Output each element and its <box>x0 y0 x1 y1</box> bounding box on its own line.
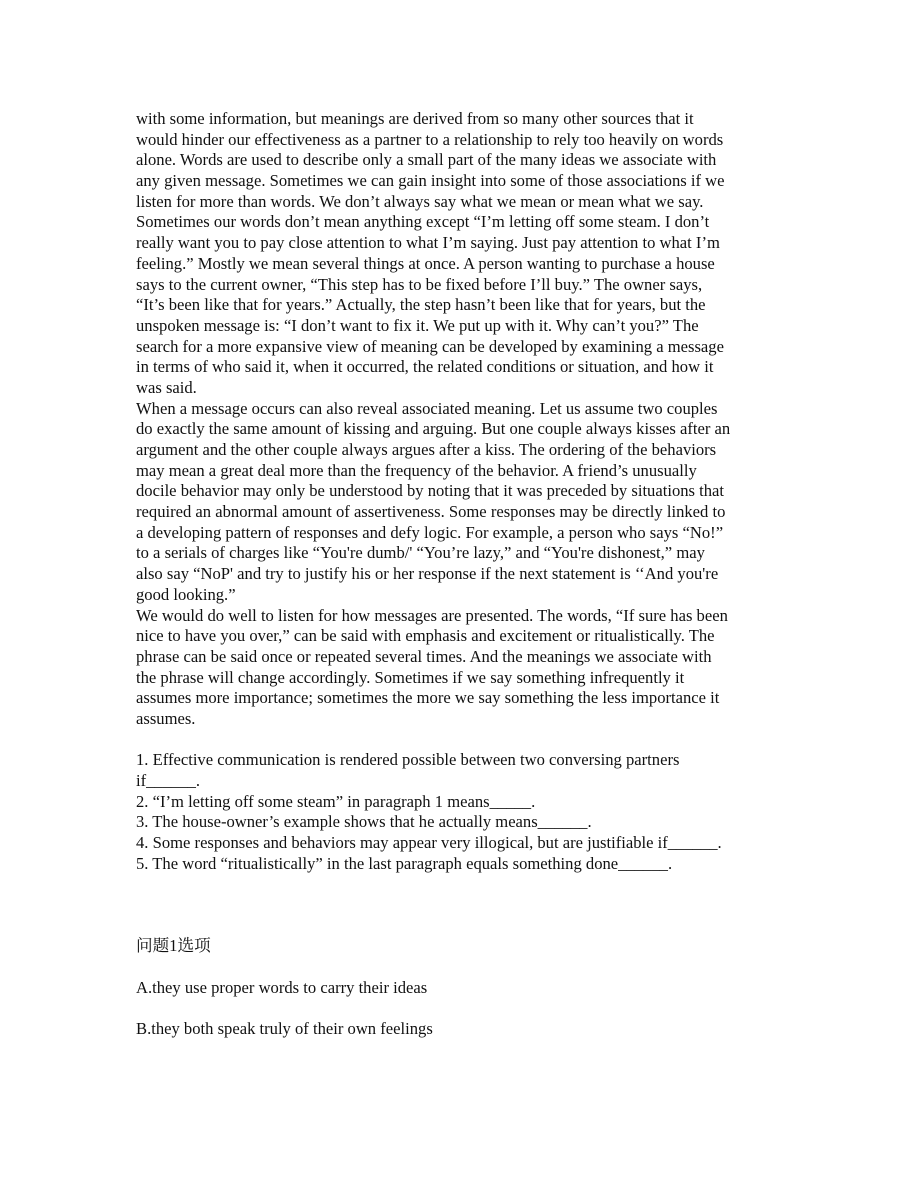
paragraph-line: required an abnormal amount of assertiveness. Some responses may be directly linked to <box>136 502 726 522</box>
paragraph-line: good looking.” <box>136 584 236 604</box>
question-line: 5. The word “ritualistically” in the last paragraph equals something done______. <box>136 853 673 873</box>
spacer <box>136 999 796 1020</box>
question-line: if______. <box>136 771 201 790</box>
question-line: 4. Some responses and behaviors may appear very illogical, but are justifiable if______. <box>136 833 722 853</box>
paragraph-line: was said. <box>136 377 197 397</box>
paragraph-line: a developing pattern of responses and defy logic. For example, a person who says “No!” <box>136 522 724 542</box>
paragraph-line: Sometimes our words don’t mean anything except “I’m letting off some steam. I don’t <box>136 212 710 232</box>
paragraph-line: argument and the other couple always argues after a kiss. The ordering of the behaviors <box>136 440 717 459</box>
paragraph-line: We would do well to listen for how messages are presented. The words, “If sure has been <box>136 605 728 625</box>
paragraph-line: docile behavior may only be understood by noting that it was preceded by situations that <box>136 481 725 501</box>
paragraph-line: assumes more importance; sometimes the more we say something the less importance it <box>136 688 720 708</box>
paragraph-line: the phrase will change accordingly. Sometimes if we say something infrequently it <box>136 667 685 687</box>
paragraph-line: do exactly the same amount of kissing and arguing. But one couple always kisses after an <box>136 419 731 439</box>
paragraph-line: any given message. Sometimes we can gain insight into some of those associations if we <box>136 171 725 191</box>
paragraph-line: alone. Words are used to describe only a small part of the many ideas we associate with <box>136 150 717 170</box>
paragraph-line: may mean a great deal more than the frequency of the behavior. A friend’s unusually <box>136 460 697 480</box>
spacer <box>136 730 796 751</box>
paragraph-2 <box>136 399 796 606</box>
spacer <box>136 957 796 978</box>
paragraph-line: would hinder our effectiveness as a partner to a relationship to rely too heavily on words <box>136 129 724 149</box>
paragraph-3 <box>136 606 796 730</box>
paragraph-line: really want you to pay close attention to what I’m saying. Just pay attention to what I’m <box>136 233 720 253</box>
options-section-label: 问题1选项 <box>136 936 211 956</box>
question-line: 1. Effective communication is rendered possible between two conversing partners <box>136 750 680 770</box>
paragraph-line: with some information, but meanings are derived from so many other sources that it <box>136 109 694 128</box>
paragraph-line: in terms of who said it, when it occurred, the related conditions or situation, and how it <box>136 357 714 377</box>
paragraph-line: says to the current owner, “This step has to be fixed before I’ll buy.” The owner says, <box>136 274 703 294</box>
paragraph-1 <box>136 109 796 399</box>
paragraph-line: “It’s been like that for years.” Actually, the step hasn’t been like that for years, but the <box>136 295 706 315</box>
paragraph-line: listen for more than words. We don’t always say what we mean or mean what we say. <box>136 191 704 211</box>
paragraph-line: to a serials of charges like “You're dumb/' “You’re lazy,” and “You're dishonest,” may <box>136 543 705 563</box>
paragraph-line: When a message occurs can also reveal associated meaning. Let us assume two couples <box>136 398 718 418</box>
question-list <box>136 750 796 874</box>
answer-option: B.they both speak truly of their own feelings <box>136 1019 433 1039</box>
paragraph-line: search for a more expansive view of meaning can be developed by examining a message <box>136 336 724 356</box>
answer-option: A.they use proper words to carry their ideas <box>136 977 428 997</box>
paragraph-line: nice to have you over,” can be said with emphasis and excitement or ritualistically. The <box>136 626 715 646</box>
question-line: 3. The house-owner’s example shows that he actually means______. <box>136 812 592 832</box>
paragraph-line: feeling.” Mostly we mean several things at once. A person wanting to purchase a house <box>136 253 715 273</box>
paragraph-line: unspoken message is: “I don’t want to fix it. We put up with it. Why can’t you?” The <box>136 315 699 335</box>
question-line: 2. “I’m letting off some steam” in paragraph 1 means_____. <box>136 791 536 811</box>
paragraph-line: assumes. <box>136 708 196 728</box>
paragraph-line: phrase can be said once or repeated several times. And the meanings we associate with <box>136 646 712 666</box>
option-list <box>136 978 796 1040</box>
document-page <box>136 109 796 1040</box>
paragraph-line: also say “NoP' and try to justify his or her response if the next statement is ‘‘And you're <box>136 564 719 584</box>
